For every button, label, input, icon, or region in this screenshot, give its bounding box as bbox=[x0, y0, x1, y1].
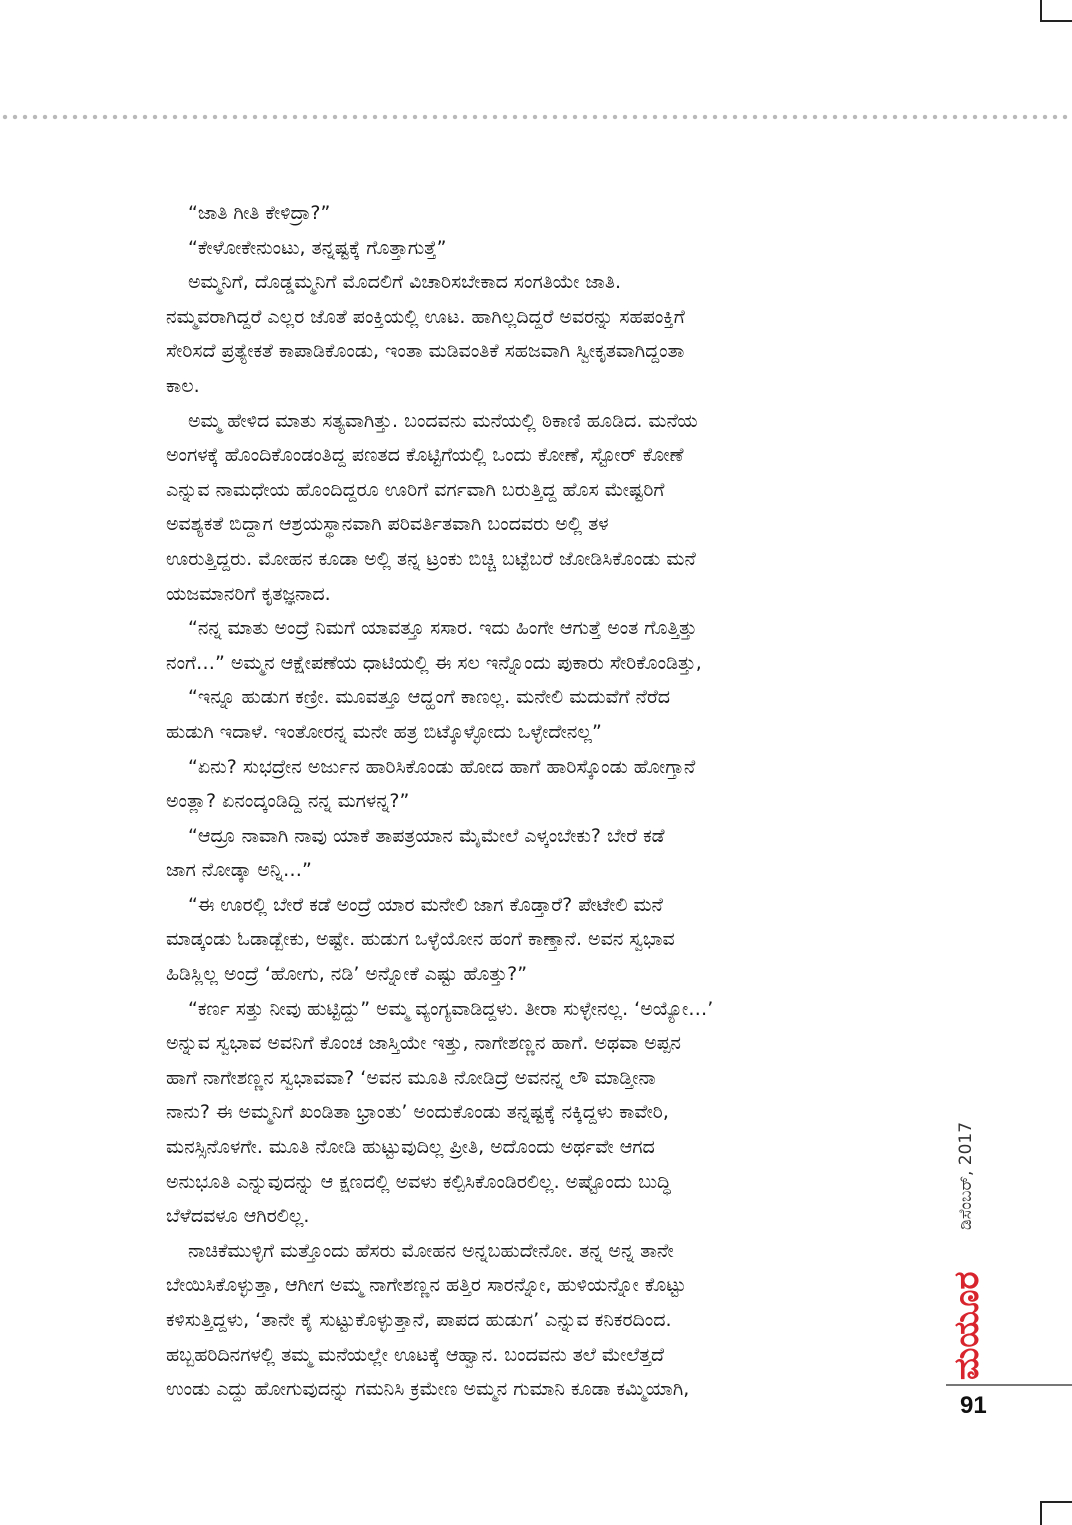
article-line: ನಾಚಿಕೆಮುಳ್ಳಿಗೆ ಮತ್ತೊಂದು ಹೆಸರು ಮೋಹನ ಅನ್ನಬಹುದೇನೋ. ತನ್ನ ಅನ್ನ ತಾನೇ bbox=[188, 1239, 674, 1262]
article-line: ಅಂಗಳಕ್ಕೆ ಹೊಂದಿಕೊಂಡಂತಿದ್ದ ಪಣತದ ಕೊಟ್ಟಿಗೆಯಲ್ಲಿ ಒಂದು ಕೋಣೆ, ಸ್ಟೋರ್ ಕೋಣೆ bbox=[166, 444, 684, 467]
article-line: ಹಾಗೆ ನಾಗೇಶಣ್ಣನ ಸ್ವಭಾವವಾ? ‘ಅವನ ಮೂತಿ ನೋಡಿದ್ರೆ ಅವನನ್ನ ಲೌ ಮಾಡ್ತೀನಾ bbox=[166, 1066, 656, 1089]
article-line: “ಏನು? ಸುಭದ್ರೇನ ಅರ್ಜುನ ಹಾರಿಸಿಕೊಂಡು ಹೋದ ಹಾಗೆ ಹಾರಿಸ್ಕೊಂಡು ಹೋಗ್ತಾನೆ bbox=[188, 755, 696, 778]
issue-date: ಡಿಸೆಂಬರ್, 2017 bbox=[956, 1121, 976, 1230]
article-line: ಸೇರಿಸದೆ ಪ್ರತ್ಯೇಕತೆ ಕಾಪಾಡಿಕೊಂಡು, ಇಂತಾ ಮಡಿವಂತಿಕೆ ಸಹಜವಾಗಿ ಸ್ವೀಕೃತವಾಗಿದ್ದಂತಾ bbox=[166, 340, 685, 363]
article-line: “ಇನ್ನೂ ಹುಡುಗ ಕಣ್ರೀ. ಮೂವತ್ತೂ ಆದ್ಹಂಗೆ ಕಾಣಲ್ಲ. ಮನೇಲಿ ಮದುವೆಗೆ ನೆರೆದ bbox=[188, 686, 671, 709]
article-line: ಹಿಡಿಸ್ಲಿಲ್ಲ ಅಂದ್ರೆ ‘ಹೋಗು, ನಡಿ’ ಅನ್ನೋಕೆ ಎಷ್ಟು ಹೊತ್ತು?” bbox=[166, 963, 528, 986]
page-number: 91 bbox=[960, 1392, 987, 1419]
magazine-side-strip bbox=[938, 1080, 994, 1380]
article-line: ಅಮ್ಮ ಹೇಳಿದ ಮಾತು ಸತ್ಯವಾಗಿತ್ತು. ಬಂದವನು ಮನೆಯಲ್ಲಿ ಠಿಕಾಣಿ ಹೂಡಿದ. ಮನೆಯ bbox=[188, 409, 698, 432]
article-line: ಉಂಡು ಎದ್ದು ಹೋಗುವುದನ್ನು ಗಮನಿಸಿ ಕ್ರಮೇಣ ಅಮ್ಮನ ಗುಮಾನಿ ಕೂಡಾ ಕಮ್ಮಿಯಾಗಿ, bbox=[166, 1378, 690, 1401]
article-line: ಅಂತ್ಲಾ? ಏನಂದ್ಕಂಡಿದ್ದಿ ನನ್ನ ಮಗಳನ್ನ?” bbox=[166, 790, 410, 813]
article-line: ಅಮ್ಮನಿಗೆ, ದೊಡ್ಡಮ್ಮನಿಗೆ ಮೊದಲಿಗೆ ವಿಚಾರಿಸಬೇಕಾದ ಸಂಗತಿಯೇ ಜಾತಿ. bbox=[188, 271, 621, 294]
article-line: ಹಬ್ಬಹರಿದಿನಗಳಲ್ಲಿ ತಮ್ಮ ಮನೆಯಲ್ಲೇ ಊಟಕ್ಕೆ ಆಹ್ವಾನ. ಬಂದವನು ತಲೆ ಮೇಲೆತ್ತದೆ bbox=[166, 1343, 664, 1366]
article-line: ಮನಸ್ಸಿನೊಳಗೇ. ಮೂತಿ ನೋಡಿ ಹುಟ್ಟುವುದಿಲ್ಲ ಪ್ರೀತಿ, ಅದೊಂದು ಅರ್ಥವೇ ಆಗದ bbox=[166, 1136, 655, 1159]
crop-mark-top bbox=[1040, 0, 1072, 22]
article-line: “ಈ ಊರಲ್ಲಿ ಬೇರೆ ಕಡೆ ಅಂದ್ರೆ ಯಾರ ಮನೇಲಿ ಜಾಗ ಕೊಡ್ತಾರೆ? ಪೇಟೇಲಿ ಮನೆ bbox=[188, 893, 663, 916]
article-line: ಯಜಮಾನರಿಗೆ ಕೃತಜ್ಞನಾದ. bbox=[166, 582, 331, 605]
article-line: “ನನ್ನ ಮಾತು ಅಂದ್ರೆ ನಿಮಗೆ ಯಾವತ್ತೂ ಸಸಾರ. ಇದು ಹಿಂಗೇ ಆಗುತ್ತೆ ಅಂತ ಗೊತ್ತಿತ್ತು bbox=[188, 617, 697, 640]
article-line: ಬೆಳೆದವಳೂ ಆಗಿರಲಿಲ್ಲ. bbox=[166, 1205, 310, 1228]
article-line: ಎನ್ನುವ ನಾಮಧೇಯ ಹೊಂದಿದ್ದರೂ ಊರಿಗೆ ವರ್ಗವಾಗಿ ಬರುತ್ತಿದ್ದ ಹೊಸ ಮೇಷ್ಟರಿಗೆ bbox=[166, 478, 665, 501]
article-body bbox=[166, 196, 916, 1407]
crop-mark-bottom bbox=[1040, 1501, 1072, 1525]
article-line: ಜಾಗ ನೋಡ್ಕಾ ಅನ್ನಿ…” bbox=[166, 859, 312, 882]
article-line: ನಾನು? ಈ ಅಮ್ಮನಿಗೆ ಖಂಡಿತಾ ಭ್ರಾಂತು’ ಅಂದುಕೊಂಡು ತನ್ನಷ್ಟಕ್ಕೆ ನಕ್ಕಿದ್ದಳು ಕಾವೇರಿ, bbox=[166, 1101, 669, 1124]
page-number-rule bbox=[946, 1384, 1072, 1386]
article-line: ಕಾಲ. bbox=[166, 374, 200, 397]
article-line: ಹುಡುಗಿ ಇದಾಳೆ. ಇಂತೋರನ್ನ ಮನೇ ಹತ್ರ ಬಿಟ್ಕೊಳ್ಳೋದು ಒಳ್ಳೇದೇನಲ್ಲ” bbox=[166, 720, 602, 743]
article-line: ಊರುತ್ತಿದ್ದರು. ಮೋಹನ ಕೂಡಾ ಅಲ್ಲಿ ತನ್ನ ಟ್ರಂಕು ಬಿಚ್ಚಿ ಬಟ್ಟೆಬರೆ ಜೋಡಿಸಿಕೊಂಡು ಮನೆ bbox=[166, 547, 696, 570]
article-line: “ಕೇಳೋಕೇನುಂಟು, ತನ್ನಷ್ಟಕ್ಕೆ ಗೊತ್ತಾಗುತ್ತೆ” bbox=[188, 236, 447, 259]
article-line: “ಕರ್ಣ ಸತ್ತು ನೀವು ಹುಟ್ಟಿದ್ದು” ಅಮ್ಮ ವ್ಯಂಗ್ಯವಾಡಿದ್ದಳು. ತೀರಾ ಸುಳ್ಳೇನಲ್ಲ. ‘ಅಯ್ಯೋ…’ bbox=[188, 997, 714, 1020]
magazine-name: ಮಯೂರ bbox=[947, 1271, 987, 1380]
article-line: “ಜಾತಿ ಗೀತಿ ಕೇಳಿದ್ರಾ?” bbox=[188, 202, 331, 224]
article-line: ಅನ್ನುವ ಸ್ವಭಾವ ಅವನಿಗೆ ಕೊಂಚ ಜಾಸ್ತಿಯೇ ಇತ್ತು, ನಾಗೇಶಣ್ಣನ ಹಾಗೆ. ಅಥವಾ ಅಪ್ಪನ bbox=[166, 1032, 681, 1055]
article-line: “ಆದ್ರೂ ನಾವಾಗಿ ನಾವು ಯಾಕೆ ತಾಪತ್ರಯಾನ ಮೈಮೇಲೆ ಎಳ್ಕಂಬೇಕು? ಬೇರೆ ಕಡೆ bbox=[188, 824, 665, 847]
article-line: ನಂಗೆ…” ಅಮ್ಮನ ಆಕ್ಷೇಪಣೆಯ ಧಾಟಿಯಲ್ಲಿ ಈ ಸಲ ಇನ್ನೊಂದು ಪುಕಾರು ಸೇರಿಕೊಂಡಿತ್ತು, bbox=[166, 651, 702, 674]
article-line: ಅವಶ್ಯಕತೆ ಬಿದ್ದಾಗ ಆಶ್ರಯಸ್ಥಾನವಾಗಿ ಪರಿವರ್ತಿತವಾಗಿ ಬಂದವರು ಅಲ್ಲಿ ತಳ bbox=[166, 513, 609, 536]
article-line: ಮಾಡ್ಕಂಡು ಓಡಾಡ್ಬೇಕು, ಅಷ್ಟೇ. ಹುಡುಗ ಒಳ್ಳೆಯೋನ ಹಂಗೆ ಕಾಣ್ತಾನೆ. ಅವನ ಸ್ವಭಾವ bbox=[166, 928, 675, 951]
article-line: ಕಳಿಸುತ್ತಿದ್ದಳು, ‘ತಾನೇ ಕೈ ಸುಟ್ಟುಕೊಳ್ಳುತ್ತಾನೆ, ಪಾಪದ ಹುಡುಗ’ ಎನ್ನುವ ಕನಿಕರದಿಂದ. bbox=[166, 1309, 672, 1331]
article-line: ಅನುಭೂತಿ ಎನ್ನುವುದನ್ನು ಆ ಕ್ಷಣದಲ್ಲಿ ಅವಳು ಕಲ್ಪಿಸಿಕೊಂಡಿರಲಿಲ್ಲ. ಅಷ್ಟೊಂದು ಬುದ್ಧಿ bbox=[166, 1170, 671, 1193]
dotted-divider bbox=[0, 114, 1072, 120]
article-line: ಬೇಯಿಸಿಕೊಳ್ಳುತ್ತಾ, ಆಗೀಗ ಅಮ್ಮ ನಾಗೇಶಣ್ಣನ ಹತ್ತಿರ ಸಾರನ್ನೋ, ಹುಳಿಯನ್ನೋ ಕೊಟ್ಟು bbox=[166, 1274, 687, 1297]
article-line: ನಮ್ಮವರಾಗಿದ್ದರೆ ಎಲ್ಲರ ಜೊತೆ ಪಂಕ್ತಿಯಲ್ಲಿ ಊಟ. ಹಾಗಿಲ್ಲದಿದ್ದರೆ ಅವರನ್ನು ಸಹಪಂಕ್ತಿಗೆ bbox=[166, 305, 685, 328]
